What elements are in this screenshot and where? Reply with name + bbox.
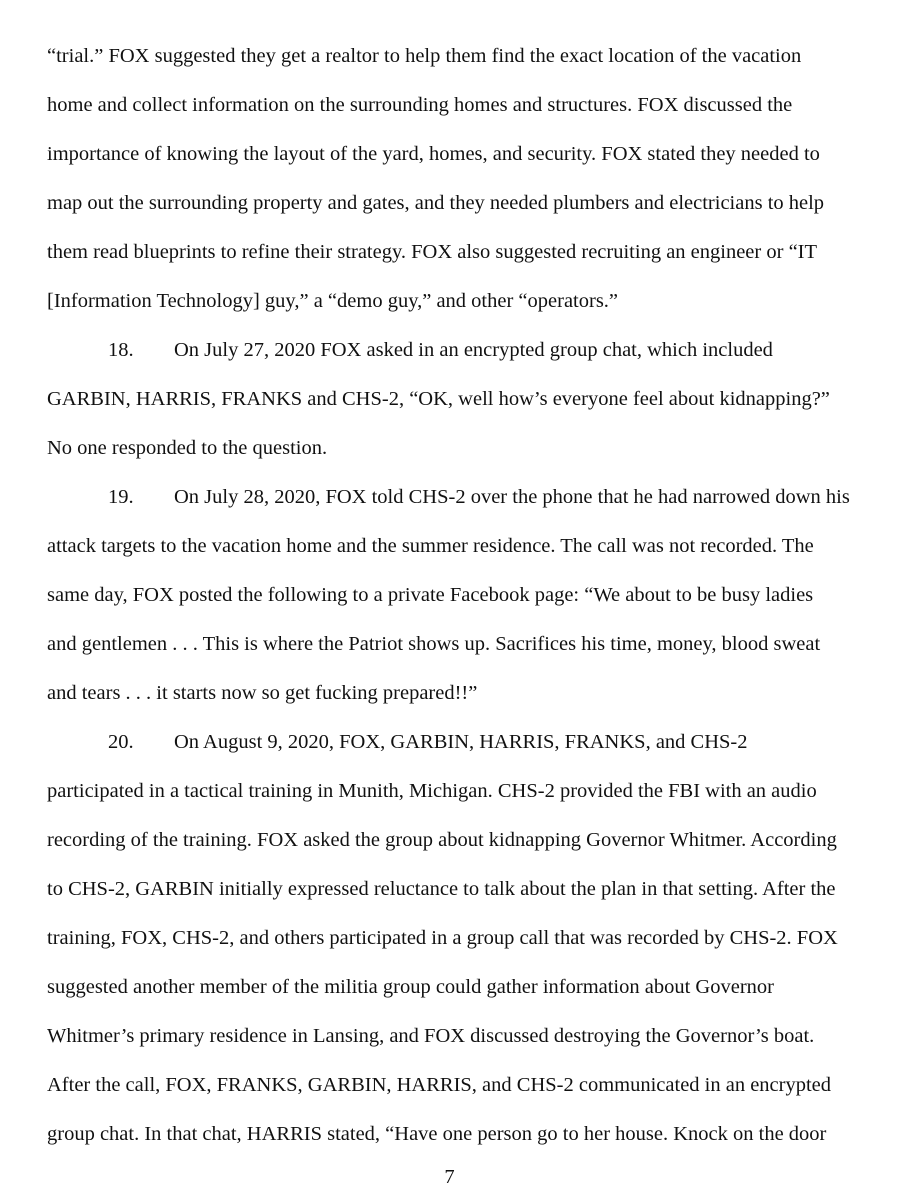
text-line: to CHS-2, GARBIN initially expressed reluctance to talk about the plan in that setting. After the bbox=[47, 878, 836, 900]
paragraph-number: 18. bbox=[108, 339, 134, 361]
text-line: participated in a tactical training in Munith, Michigan. CHS-2 provided the FBI with an audio bbox=[47, 780, 817, 802]
text-line: On July 28, 2020, FOX told CHS-2 over the phone that he had narrowed down his bbox=[174, 486, 850, 508]
text-line: “trial.” FOX suggested they get a realtor to help them find the exact location of the vacation bbox=[47, 45, 802, 67]
paragraph-number: 19. bbox=[108, 486, 134, 508]
text-line: group chat. In that chat, HARRIS stated, “Have one person go to her house. Knock on the door bbox=[47, 1123, 827, 1145]
paragraph-20-first-line bbox=[108, 730, 748, 754]
text-line: importance of knowing the layout of the yard, homes, and security. FOX stated they needed to bbox=[47, 143, 820, 165]
text-line: training, FOX, CHS-2, and others participated in a group call that was recorded by CHS-2. FOX bbox=[47, 927, 838, 949]
text-line: On July 27, 2020 FOX asked in an encrypted group chat, which included bbox=[174, 339, 773, 361]
text-line: suggested another member of the militia group could gather information about Governor bbox=[47, 976, 774, 998]
text-line: same day, FOX posted the following to a private Facebook page: “We about to be busy ladies bbox=[47, 584, 814, 606]
text-line: GARBIN, HARRIS, FRANKS and CHS-2, “OK, well how’s everyone feel about kidnapping?” bbox=[47, 388, 830, 410]
text-line: No one responded to the question. bbox=[47, 437, 328, 459]
page-number: 7 bbox=[444, 1166, 455, 1188]
text-line: recording of the training. FOX asked the group about kidnapping Governor Whitmer. According bbox=[47, 829, 837, 851]
paragraph-18-first-line bbox=[108, 338, 773, 362]
text-line: map out the surrounding property and gates, and they needed plumbers and electricians to help bbox=[47, 192, 825, 214]
paragraph-number: 20. bbox=[108, 731, 134, 753]
text-line: attack targets to the vacation home and the summer residence. The call was not recorded. The bbox=[47, 535, 814, 557]
paragraph-19-first-line bbox=[108, 485, 850, 509]
text-line: them read blueprints to refine their strategy. FOX also suggested recruiting an engineer or “IT bbox=[47, 241, 818, 263]
text-line: [Information Technology] guy,” a “demo guy,” and other “operators.” bbox=[47, 290, 619, 312]
text-line: and tears . . . it starts now so get fucking prepared!!” bbox=[47, 682, 478, 704]
text-line: On August 9, 2020, FOX, GARBIN, HARRIS, FRANKS, and CHS-2 bbox=[174, 731, 748, 753]
text-line: and gentlemen . . . This is where the Patriot shows up. Sacrifices his time, money, blood sweat bbox=[47, 633, 821, 655]
text-line: After the call, FOX, FRANKS, GARBIN, HARRIS, and CHS-2 communicated in an encrypted bbox=[47, 1074, 832, 1096]
text-line: Whitmer’s primary residence in Lansing, and FOX discussed destroying the Governor’s boat. bbox=[47, 1025, 815, 1047]
text-line: home and collect information on the surrounding homes and structures. FOX discussed the bbox=[47, 94, 793, 116]
